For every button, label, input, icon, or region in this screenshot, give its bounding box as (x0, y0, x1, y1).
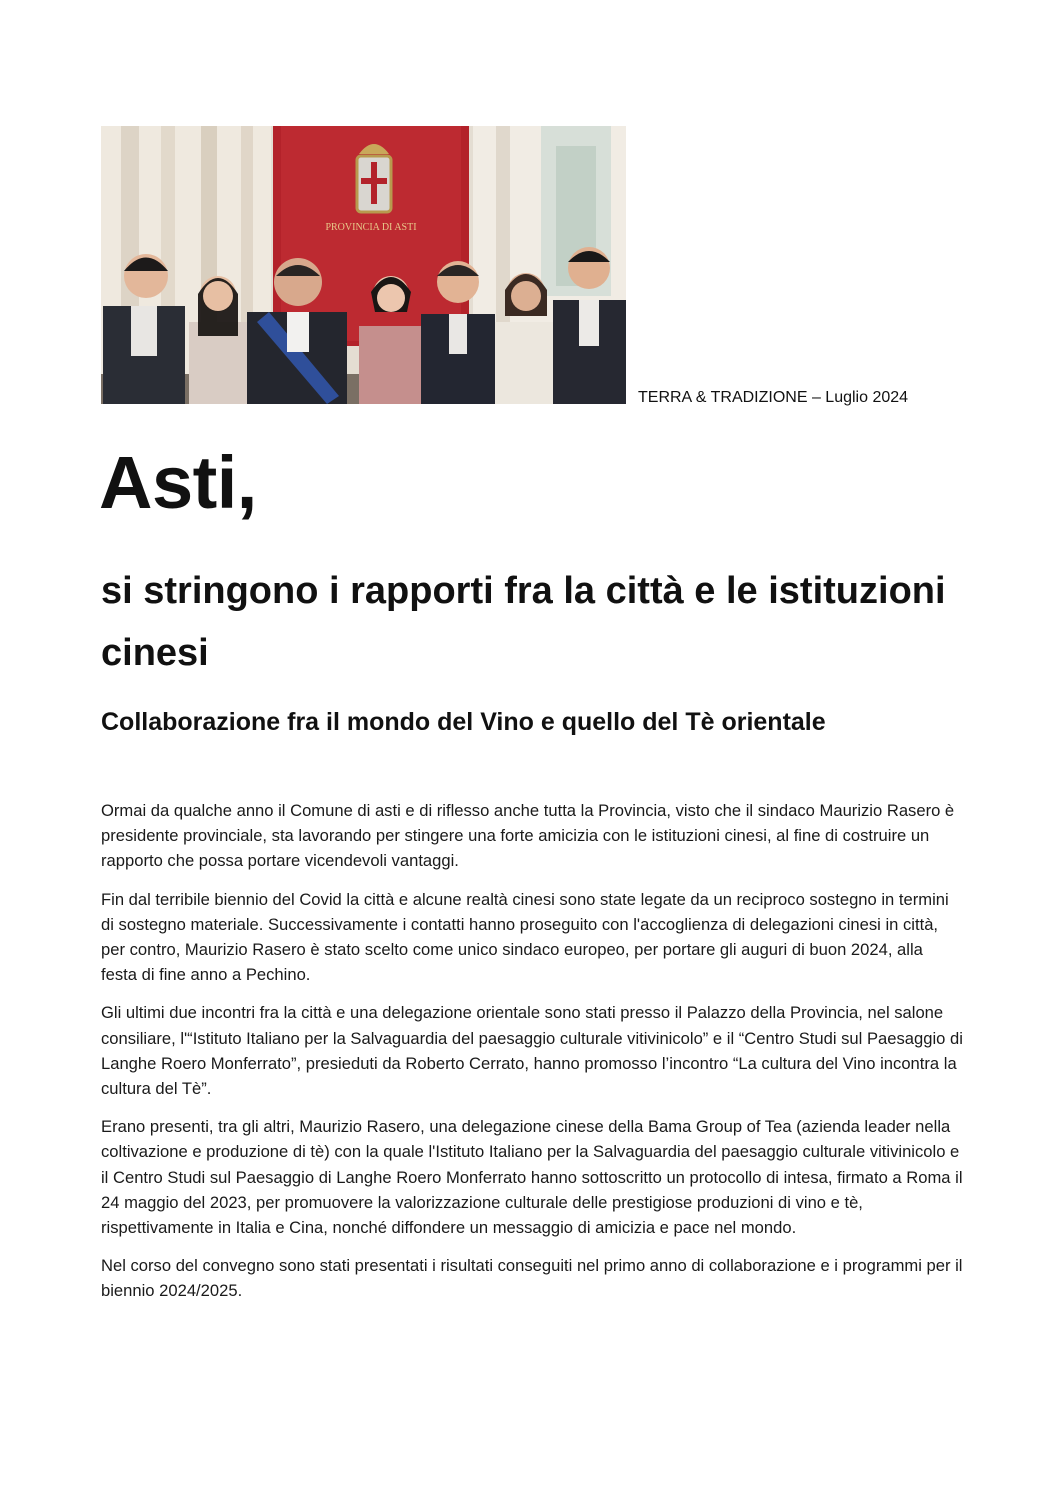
article-photo (101, 126, 626, 404)
paragraph: Ormai da qualche anno il Comune di asti e di riflesso anche tutta la Provincia, visto che il sindaco Maurizio Rasero è presidente provinciale, sta lavorando per stingere una forte amicizia con le istituzioni cinesi, al fine di costruire un rapporto che possa portare vicendevoli vantaggi. (101, 801, 955, 871)
article-title: Asti, (99, 441, 257, 524)
source-caption: TERRA & TRADIZIONE – Luglio 2024 (638, 389, 909, 406)
paragraph: Fin dal terribile biennio del Covid la città e alcune realtà cinesi sono state legate da un reciproco sostegno in termini di sostegno materiale. Successivamente i contatti hanno proseguito con l'accoglienza di delegazioni cinesi in città, per contro, Maurizio Rasero è stato scelto come unico sindaco europeo, per portare gli auguri di buon 2024, alla festa di fine anno a Pechino. (101, 889, 949, 985)
banner-text: PROVINCIA DI ASTI (325, 222, 417, 233)
paragraph: Gli ultimi due incontri fra la città e una delegazione orientale sono stati presso il Palazzo della Provincia, nel salone consiliare, l'“Istituto Italiano per la Salvaguardia del paesaggio culturale vitivinicolo” e il “Centro Studi sul Paesaggio di Langhe Roero Monferrato”, presieduti da Roberto Cerrato, hanno promosso l’incontro “La cultura del Vino incontra la cultura del Tè”. (101, 1003, 963, 1099)
paragraph: Nel corso del convegno sono stati presentati i risultati conseguiti nel primo anno di collaborazione e i programmi per il biennio 2024/2025. (101, 1256, 963, 1301)
group-photo-illustration (101, 126, 626, 404)
paragraph: Erano presenti, tra gli altri, Maurizio Rasero, una delegazione cinese della Bama Group of Tea (azienda leader nella coltivazione e produzione di tè) con la quale l'Istituto Italiano per la Salvaguardia del paesaggio culturale vitivinicolo e il Centro Studi sul Paesaggio di Langhe Roero Monferrato hanno sottoscritto un protocollo di intesa, firmato a Roma il 24 maggio del 2023, per promuovere la valorizzazione culturale delle prestigiose produzioni di vino e tè, rispettivamente in Italia e Cina, nonché diffondere un messaggio di amicizia e pace nel mondo. (101, 1117, 963, 1238)
article-subtitle: si stringono i rapporti fra la città e le istituzioni cinesi (101, 570, 946, 674)
article-body (101, 798, 963, 1317)
article-lead: Collaborazione fra il mondo del Vino e quello del Tè orientale (101, 708, 826, 736)
